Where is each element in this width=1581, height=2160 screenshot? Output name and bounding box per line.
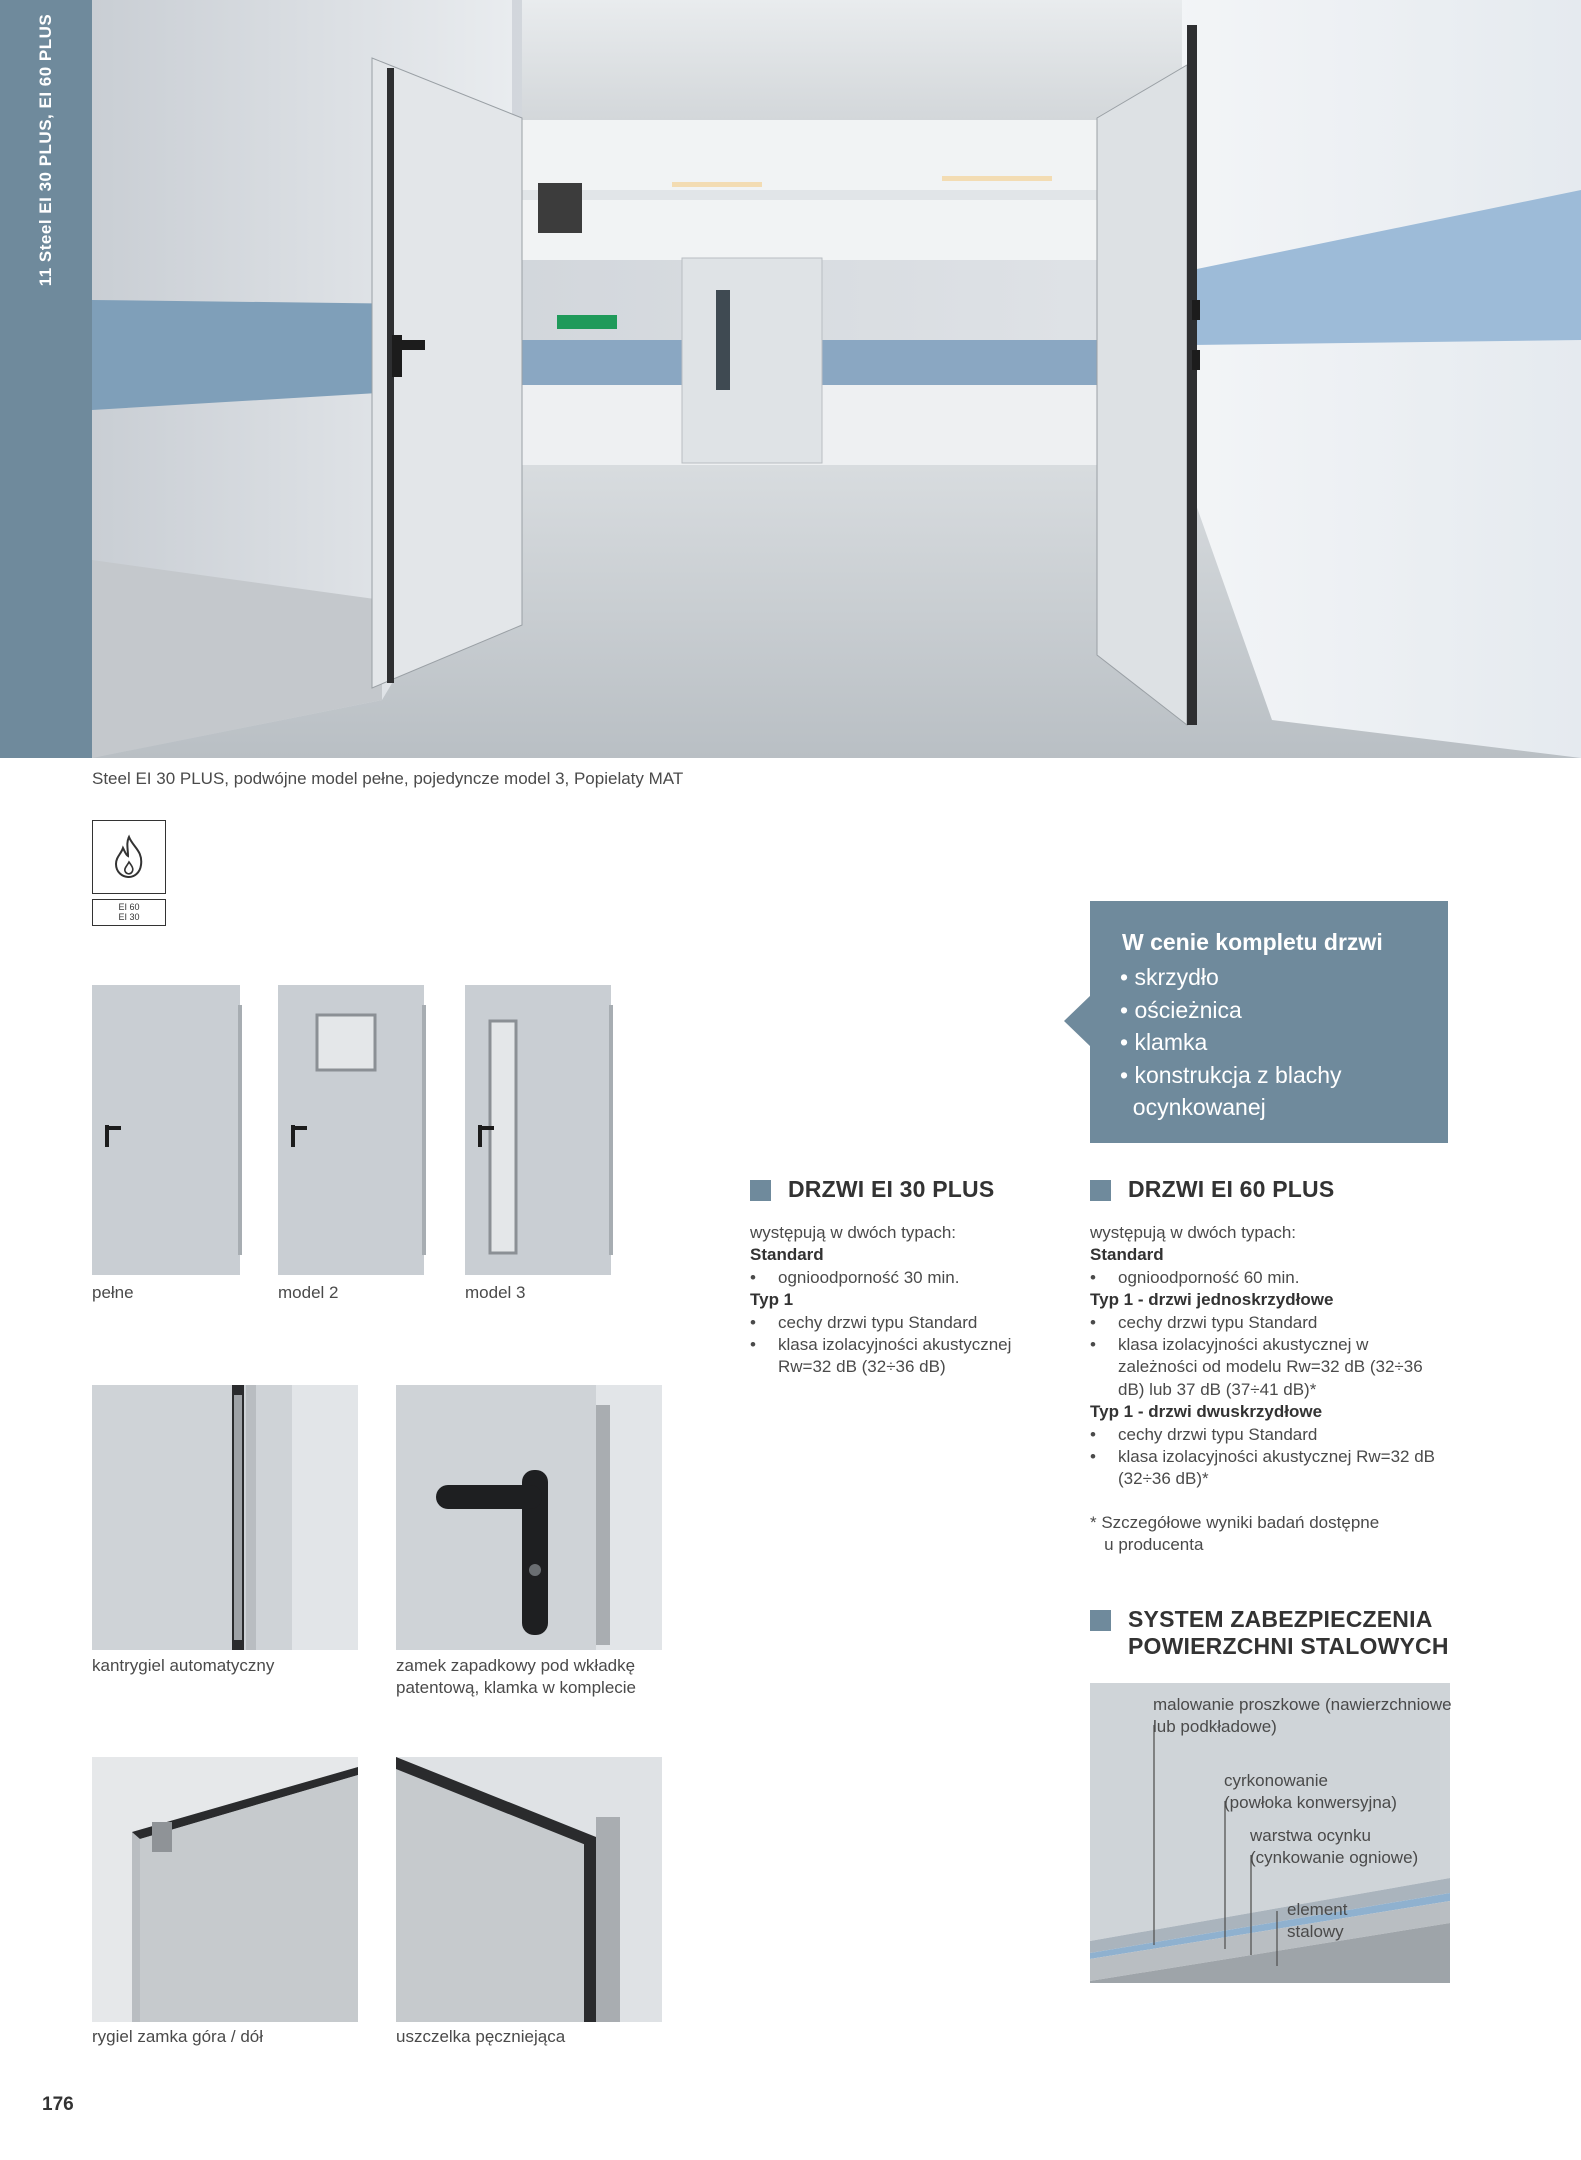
callout-item: • ościeżnica	[1120, 996, 1242, 1023]
section-marker	[1090, 1610, 1111, 1631]
ei30-body	[750, 1222, 1055, 1379]
section-marker	[1090, 1180, 1111, 1201]
chapter-label: 11 Steel EI 30 PLUS, EI 60 PLUS	[36, 13, 55, 287]
system-heading-line1: SYSTEM ZABEZPIECZENIA	[1128, 1606, 1433, 1632]
callout-item: ocynkowanej	[1120, 1094, 1266, 1120]
ei60-type1-double-item: • cechy drzwi typu Standard	[1090, 1424, 1435, 1446]
chapter-side-band	[0, 0, 92, 758]
ei30-standard-item: • ognioodporność 30 min.	[750, 1267, 1055, 1289]
door-model-label-full: pełne	[92, 1283, 134, 1302]
door-model-3	[465, 985, 613, 1275]
ei60-standard-item: • ognioodporność 60 min.	[1090, 1267, 1435, 1289]
system-heading-line2: POWIERZCHNI STALOWYCH	[1128, 1633, 1449, 1659]
callout-title: W cenie kompletu drzwi	[1122, 929, 1383, 955]
callout-item: • klamka	[1120, 1029, 1208, 1055]
detail-photo-intumescent-seal	[396, 1757, 662, 2022]
fire-class-box	[92, 899, 166, 926]
included-items-callout	[1090, 901, 1448, 1143]
detail-photo-flush-bolt	[92, 1385, 358, 1650]
ei60-intro: występują w dwóch typach:	[1090, 1223, 1296, 1242]
door-model-label-2: model 2	[278, 1283, 339, 1302]
ei30-type1: Typ 1	[750, 1290, 794, 1310]
page-number: 176	[42, 2094, 74, 2115]
ei30-type-standard: Standard	[750, 1245, 824, 1265]
detail-label-flush-bolt: kantrygiel automatyczny	[92, 1656, 275, 1675]
detail-label-lock: zamek zapadkowy pod wkładkę patentową, klamka w komplecie	[396, 1656, 637, 1697]
ei60-body	[1090, 1222, 1435, 1491]
ei60-type1-single-item: • cechy drzwi typu Standard	[1090, 1312, 1435, 1334]
detail-label-intumescent-seal: uszczelka pęczniejąca	[396, 2027, 566, 2046]
ei30-heading: DRZWI EI 30 PLUS	[788, 1176, 995, 1202]
ei60-type1-double-item: • klasa izolacyjności akustycznej Rw=32 dB (32÷36 dB)*	[1090, 1446, 1435, 1491]
callout-item: • konstrukcja z blachy	[1120, 1061, 1342, 1088]
ei30-type1-item: • klasa izolacyjności akustycznej Rw=32 dB (32÷36 dB)	[750, 1334, 1055, 1379]
ei60-type1-single: Typ 1 - drzwi jednoskrzydłowe	[1090, 1290, 1334, 1310]
hero-photo	[92, 0, 1581, 758]
fire-class-ei30: EI 30	[118, 912, 140, 922]
detail-photo-lock	[396, 1385, 662, 1650]
door-model-label-3: model 3	[465, 1283, 526, 1302]
door-model-full	[92, 985, 242, 1275]
detail-label-latch-bolt: rygiel zamka góra / dół	[92, 2027, 264, 2046]
layer-label-powder-coating: malowanie proszkowe (nawierzchniowe lub podkładowe)	[1153, 1695, 1452, 1736]
fire-class-ei60: EI 60	[118, 902, 140, 912]
hero-caption: Steel EI 30 PLUS, podwójne model pełne, pojedyncze model 3, Popielaty MAT	[92, 769, 684, 788]
layer-label-steel: element stalowy	[1287, 1900, 1348, 1941]
callout-list	[1120, 961, 1342, 1124]
ei60-type1-single-item: • klasa izolacyjności akustycznej w zależności od modelu Rw=32 dB (32÷36 dB) lub 37 dB (37÷41 dB)*	[1090, 1334, 1435, 1401]
callout-item: • skrzydło	[1120, 964, 1219, 990]
ei60-footnote: * Szczegółowe wyniki badań dostępne u producenta	[1090, 1513, 1380, 1555]
ei60-heading: DRZWI EI 60 PLUS	[1128, 1176, 1335, 1202]
flame-icon	[93, 821, 165, 893]
detail-photo-latch-bolt	[92, 1757, 358, 2022]
ei30-type1-item: • cechy drzwi typu Standard	[750, 1312, 1055, 1334]
layer-label-zirconium: cyrkonowanie (powłoka konwersyjna)	[1224, 1771, 1397, 1812]
layer-label-zinc: warstwa ocynku (cynkowanie ogniowe)	[1250, 1826, 1419, 1867]
ei60-type-standard: Standard	[1090, 1245, 1164, 1265]
fire-badge	[92, 820, 166, 894]
door-model-2	[278, 985, 426, 1275]
section-marker	[750, 1180, 771, 1201]
ei30-intro: występują w dwóch typach:	[750, 1223, 956, 1242]
callout-arrow	[1064, 995, 1091, 1047]
ei60-type1-double: Typ 1 - drzwi dwuskrzydłowe	[1090, 1402, 1323, 1422]
system-heading	[1128, 1606, 1449, 1660]
